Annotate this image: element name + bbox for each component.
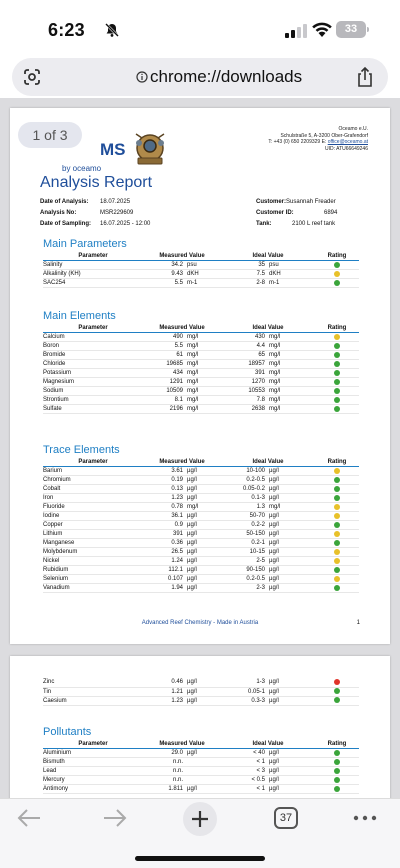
param-name: Lead — [43, 767, 143, 776]
rating-dot-icon — [334, 486, 340, 492]
param-name: Nickel — [43, 557, 143, 566]
ideal-unit: mg/l — [269, 378, 315, 387]
measured-unit: µg/l — [187, 566, 225, 575]
rating-dot-icon — [334, 549, 340, 555]
status-bar — [0, 0, 400, 56]
table-row — [43, 548, 359, 557]
ideal-unit: mg/l — [269, 503, 315, 512]
wifi-icon — [311, 22, 333, 38]
param-name: Manganese — [43, 539, 143, 548]
rating-dot-icon — [334, 531, 340, 537]
ideal-unit: µg/l — [269, 687, 315, 696]
param-name: Copper — [43, 521, 143, 530]
param-name: Barium — [43, 467, 143, 476]
param-name: Selenium — [43, 575, 143, 584]
table-row — [43, 539, 359, 548]
ideal-unit: mg/l — [269, 333, 315, 342]
ideal-value: 18957 — [225, 360, 269, 369]
measured-value: 9.43 — [143, 270, 187, 279]
report-title: Analysis Report — [40, 174, 153, 191]
measured-value: 391 — [143, 530, 187, 539]
table-row — [43, 467, 359, 476]
param-name: SAC254 — [43, 279, 143, 288]
rating-dot-icon — [334, 352, 340, 358]
share-icon[interactable] — [356, 66, 374, 88]
ideal-value: 7.8 — [225, 396, 269, 405]
table-row — [43, 387, 359, 396]
rating-dot-icon — [334, 343, 340, 349]
rating-dot-icon — [334, 679, 340, 685]
ideal-unit: mg/l — [269, 396, 315, 405]
table-row — [43, 530, 359, 539]
rating-dot-icon — [334, 697, 340, 703]
rating-dot-icon — [334, 759, 340, 765]
param-name: Vanadium — [43, 584, 143, 593]
ideal-value: 0.2-1 — [225, 539, 269, 548]
table-row — [43, 342, 359, 351]
measured-unit: µg/l — [187, 749, 225, 758]
rating-dot-icon — [334, 750, 340, 756]
param-name: Sodium — [43, 387, 143, 396]
ideal-value: 430 — [225, 333, 269, 342]
back-arrow-icon[interactable] — [16, 807, 42, 829]
measured-value: 0.107 — [143, 575, 187, 584]
measured-unit: mg/l — [187, 342, 225, 351]
rating-dot-icon — [334, 388, 340, 394]
measured-unit: µg/l — [187, 512, 225, 521]
ideal-value: < 40 — [225, 749, 269, 758]
table-row — [43, 758, 359, 767]
param-name: Strontium — [43, 396, 143, 405]
measured-unit: µg/l — [187, 494, 225, 503]
param-name: Iron — [43, 494, 143, 503]
ideal-value: < 3 — [225, 767, 269, 776]
param-name: Alkalinity (KH) — [43, 270, 143, 279]
param-name: Fluoride — [43, 503, 143, 512]
measured-unit: mg/l — [187, 378, 225, 387]
ideal-unit: psu — [269, 261, 315, 270]
ideal-value: 0.1-3 — [225, 494, 269, 503]
measured-unit: µg/l — [187, 539, 225, 548]
param-name: Rubidium — [43, 566, 143, 575]
table-row — [43, 494, 359, 503]
measured-unit: µg/l — [187, 476, 225, 485]
ideal-value: < 0.5 — [225, 776, 269, 785]
new-tab-plus-icon[interactable] — [183, 802, 217, 836]
rating-dot-icon — [334, 786, 340, 792]
ideal-value: 10553 — [225, 387, 269, 396]
table-row — [43, 557, 359, 566]
ideal-value: 2-5 — [225, 557, 269, 566]
ideal-unit: m-1 — [269, 279, 315, 288]
param-name: Boron — [43, 342, 143, 351]
measured-value: 19685 — [143, 360, 187, 369]
ideal-unit: mg/l — [269, 342, 315, 351]
pdf-viewer[interactable] — [0, 98, 400, 798]
table-row — [43, 485, 359, 494]
measured-value: 2196 — [143, 405, 187, 414]
ideal-value: 0.3-3 — [225, 696, 269, 705]
ideal-value: 1270 — [225, 378, 269, 387]
google-lens-icon[interactable] — [22, 67, 42, 87]
measured-value: 34.2 — [143, 261, 187, 270]
ideal-value: < 1 — [225, 785, 269, 794]
ideal-unit: µg/l — [269, 776, 315, 785]
measured-value: n.n. — [143, 776, 187, 785]
measured-unit: mg/l — [187, 405, 225, 414]
param-name: Antimony — [43, 785, 143, 794]
ideal-unit: µg/l — [269, 476, 315, 485]
param-name: Tin — [43, 687, 143, 696]
table-row — [43, 687, 359, 696]
ideal-unit: µg/l — [269, 758, 315, 767]
ideal-value: 0.2-2 — [225, 521, 269, 530]
section-main-parameters: Main Parameters — [43, 238, 127, 250]
logo-subtext: by oceamo — [62, 164, 102, 173]
param-name: Salinity — [43, 261, 143, 270]
measured-unit — [187, 776, 225, 785]
ideal-value: 1.3 — [225, 503, 269, 512]
section-main-elements: Main Elements — [43, 310, 116, 322]
measured-value: 1.811 — [143, 785, 187, 794]
section-trace-elements: Trace Elements — [43, 444, 120, 456]
measured-unit: mg/l — [187, 387, 225, 396]
measured-unit: mg/l — [187, 396, 225, 405]
ideal-unit: µg/l — [269, 557, 315, 566]
measured-unit: µg/l — [187, 785, 225, 794]
diving-helmet-icon — [130, 128, 170, 166]
measured-value: 26.5 — [143, 548, 187, 557]
param-name: Lithium — [43, 530, 143, 539]
measured-value: n.n. — [143, 767, 187, 776]
table-row — [43, 512, 359, 521]
table-row — [43, 333, 359, 342]
address-bar[interactable] — [12, 58, 388, 96]
ideal-value: < 1 — [225, 758, 269, 767]
url-text[interactable]: chrome://downloads — [150, 67, 303, 86]
table-row — [43, 351, 359, 360]
measured-value: 0.78 — [143, 503, 187, 512]
table-header: Parameter Measured Value Ideal Value Rating — [43, 740, 359, 749]
rating-dot-icon — [334, 468, 340, 474]
forward-arrow-icon[interactable] — [102, 807, 128, 829]
page-counter: 1 of 3 — [18, 122, 82, 148]
param-name: Calcium — [43, 333, 143, 342]
table-header: Parameter Measured Value Ideal Value Rating — [43, 252, 359, 261]
table-trace-elements — [43, 458, 359, 593]
measured-value: 5.5 — [143, 279, 187, 288]
measured-unit: m-1 — [187, 279, 225, 288]
rating-dot-icon — [334, 513, 340, 519]
table-trace-elements-continued — [43, 678, 359, 706]
measured-value: 0.9 — [143, 521, 187, 530]
home-indicator — [135, 856, 265, 861]
measured-unit: dKH — [187, 270, 225, 279]
measured-value: 10509 — [143, 387, 187, 396]
rating-dot-icon — [334, 334, 340, 340]
param-name: Magnesium — [43, 378, 143, 387]
ideal-value: 35 — [225, 261, 269, 270]
ideal-unit: µg/l — [269, 785, 315, 794]
table-row — [43, 566, 359, 575]
rating-dot-icon — [334, 540, 340, 546]
ideal-value: 10-100 — [225, 467, 269, 476]
table-row — [43, 696, 359, 705]
meta-analysis-no: Analysis No: MSR229609 — [40, 210, 134, 216]
ideal-value: 10-15 — [225, 548, 269, 557]
meta-customer: Customer:Susannah Freader — [256, 199, 336, 205]
table-row — [43, 369, 359, 378]
rating-dot-icon — [334, 262, 340, 268]
measured-unit: mg/l — [187, 360, 225, 369]
ideal-unit: µg/l — [269, 678, 315, 687]
ideal-unit: µg/l — [269, 485, 315, 494]
table-row — [43, 521, 359, 530]
ideal-value: 0.2-0.5 — [225, 575, 269, 584]
measured-value: 3.61 — [143, 467, 187, 476]
param-name: Bromide — [43, 351, 143, 360]
measured-value: 8.1 — [143, 396, 187, 405]
ideal-unit: µg/l — [269, 566, 315, 575]
ideal-unit: dKH — [269, 270, 315, 279]
ideal-unit: µg/l — [269, 548, 315, 557]
ideal-unit: mg/l — [269, 369, 315, 378]
rating-dot-icon — [334, 406, 340, 412]
measured-value: 1291 — [143, 378, 187, 387]
pdf-page-1 — [10, 108, 390, 644]
measured-unit: mg/l — [187, 351, 225, 360]
measured-unit: mg/l — [187, 333, 225, 342]
measured-unit: µg/l — [187, 485, 225, 494]
ideal-value: 1-3 — [225, 678, 269, 687]
rating-dot-icon — [334, 280, 340, 286]
param-name: Molybdenum — [43, 548, 143, 557]
measured-unit: µg/l — [187, 678, 225, 687]
table-main-elements — [43, 324, 359, 414]
measured-unit: µg/l — [187, 696, 225, 705]
param-name: Caesium — [43, 696, 143, 705]
measured-value: 112.1 — [143, 566, 187, 575]
param-name: Chloride — [43, 360, 143, 369]
table-row — [43, 503, 359, 512]
table-row — [43, 584, 359, 593]
ideal-unit: mg/l — [269, 387, 315, 396]
meta-analysis-date: Date of Analysis: 18.07.2025 — [40, 199, 131, 205]
measured-value: 61 — [143, 351, 187, 360]
table-row — [43, 405, 359, 414]
rating-dot-icon — [334, 370, 340, 376]
page-number: 1 — [356, 620, 360, 626]
measured-value: 0.36 — [143, 539, 187, 548]
param-name: Potassium — [43, 369, 143, 378]
param-name: Mercury — [43, 776, 143, 785]
table-row — [43, 360, 359, 369]
measured-unit: µg/l — [187, 530, 225, 539]
rating-dot-icon — [334, 567, 340, 573]
table-row — [43, 678, 359, 687]
ideal-value: 0.2-0.5 — [225, 476, 269, 485]
param-name: Zinc — [43, 678, 143, 687]
rating-dot-icon — [334, 361, 340, 367]
ideal-unit: µg/l — [269, 512, 315, 521]
measured-value: 490 — [143, 333, 187, 342]
measured-value: 36.1 — [143, 512, 187, 521]
measured-unit: mg/l — [187, 369, 225, 378]
ideal-unit: µg/l — [269, 521, 315, 530]
table-row — [43, 396, 359, 405]
section-pollutants: Pollutants — [43, 726, 92, 738]
ideal-value: 4.4 — [225, 342, 269, 351]
table-row — [43, 476, 359, 485]
ideal-unit: µg/l — [269, 767, 315, 776]
ideal-unit: µg/l — [269, 749, 315, 758]
meta-customer-id: Customer ID: 6894 — [256, 210, 338, 216]
battery-indicator: 33 — [336, 21, 366, 38]
rating-dot-icon — [334, 688, 340, 694]
table-row — [43, 261, 359, 270]
ideal-unit: µg/l — [269, 575, 315, 584]
ideal-value: 2-3 — [225, 584, 269, 593]
table-row — [43, 575, 359, 584]
measured-value: 1.94 — [143, 584, 187, 593]
table-row — [43, 279, 359, 288]
rating-dot-icon — [334, 504, 340, 510]
table-row — [43, 270, 359, 279]
measured-unit: µg/l — [187, 584, 225, 593]
measured-unit — [187, 767, 225, 776]
ideal-value: 65 — [225, 351, 269, 360]
measured-value: 1.24 — [143, 557, 187, 566]
rating-dot-icon — [334, 495, 340, 501]
rating-dot-icon — [334, 271, 340, 277]
meta-tank: Tank: 2100 L reef tank — [256, 221, 336, 227]
cellular-signal-icon — [285, 24, 307, 38]
ideal-value: 7.5 — [225, 270, 269, 279]
rating-dot-icon — [334, 768, 340, 774]
measured-value: 0.13 — [143, 485, 187, 494]
tab-switcher-button[interactable]: 37 — [274, 807, 298, 829]
param-name: Chromium — [43, 476, 143, 485]
ideal-value: 2-8 — [225, 279, 269, 288]
measured-value: 434 — [143, 369, 187, 378]
param-name: Cobalt — [43, 485, 143, 494]
measured-value: 1.23 — [143, 696, 187, 705]
ideal-unit: mg/l — [269, 360, 315, 369]
ideal-value: 90-150 — [225, 566, 269, 575]
measured-value: 1.21 — [143, 687, 187, 696]
param-name: Bismuth — [43, 758, 143, 767]
measured-unit — [187, 758, 225, 767]
measured-value: n.n. — [143, 758, 187, 767]
table-main-parameters — [43, 252, 359, 288]
ideal-unit: mg/l — [269, 405, 315, 414]
ideal-unit: µg/l — [269, 696, 315, 705]
silent-bell-icon — [104, 22, 120, 38]
table-row — [43, 378, 359, 387]
measured-unit: µg/l — [187, 557, 225, 566]
param-name: Sulfate — [43, 405, 143, 414]
measured-value: 5.5 — [143, 342, 187, 351]
company-address: Oceamo e.U. Schulstraße 5, A-3200 Ober-Grafendorf T: +43 (0) 650 2209329 E: office@oceamo.at UID: ATU66649246 — [268, 126, 368, 152]
report-footer: Advanced Reef Chemistry - Made in Austria — [141, 620, 259, 626]
meta-sampling-date: Date of Sampling: 16.07.2025 - 12:00 — [40, 221, 151, 227]
measured-value: 1.23 — [143, 494, 187, 503]
ideal-unit: µg/l — [269, 584, 315, 593]
measured-unit: µg/l — [187, 575, 225, 584]
table-header: Parameter Measured Value Ideal Value Rating — [43, 324, 359, 333]
more-menu-icon[interactable] — [352, 813, 378, 823]
company-email-link[interactable]: office@oceamo.at — [327, 139, 368, 145]
rating-dot-icon — [334, 585, 340, 591]
status-time: 6:23 — [48, 20, 85, 40]
ideal-value: 0.05-0.2 — [225, 485, 269, 494]
ideal-unit: µg/l — [269, 539, 315, 548]
measured-unit: µg/l — [187, 548, 225, 557]
logo-text: MS — [100, 140, 126, 159]
bottom-toolbar — [0, 798, 400, 868]
ideal-unit: µg/l — [269, 494, 315, 503]
table-pollutants — [43, 740, 359, 794]
site-info-icon[interactable] — [136, 71, 148, 83]
rating-dot-icon — [334, 477, 340, 483]
param-name: Iodine — [43, 512, 143, 521]
ideal-unit: mg/l — [269, 351, 315, 360]
rating-dot-icon — [334, 576, 340, 582]
measured-value: 0.46 — [143, 678, 187, 687]
measured-unit: mg/l — [187, 503, 225, 512]
table-row — [43, 776, 359, 785]
ideal-value: 391 — [225, 369, 269, 378]
pdf-page-2 — [10, 656, 390, 798]
rating-dot-icon — [334, 558, 340, 564]
ideal-value: 0.05-1 — [225, 687, 269, 696]
ideal-value: 50-150 — [225, 530, 269, 539]
table-row — [43, 785, 359, 794]
rating-dot-icon — [334, 777, 340, 783]
ideal-unit: µg/l — [269, 530, 315, 539]
measured-value: 0.19 — [143, 476, 187, 485]
measured-value: 29.0 — [143, 749, 187, 758]
measured-unit: µg/l — [187, 467, 225, 476]
ideal-value: 2638 — [225, 405, 269, 414]
rating-dot-icon — [334, 522, 340, 528]
ideal-unit: µg/l — [269, 467, 315, 476]
param-name: Aluminium — [43, 749, 143, 758]
rating-dot-icon — [334, 379, 340, 385]
measured-unit: psu — [187, 261, 225, 270]
table-row — [43, 749, 359, 758]
rating-dot-icon — [334, 397, 340, 403]
measured-unit: µg/l — [187, 521, 225, 530]
measured-unit: µg/l — [187, 687, 225, 696]
browser-address-area — [0, 56, 400, 98]
table-row — [43, 767, 359, 776]
ideal-value: 50-70 — [225, 512, 269, 521]
table-header: Parameter Measured Value Ideal Value Rating — [43, 458, 359, 467]
